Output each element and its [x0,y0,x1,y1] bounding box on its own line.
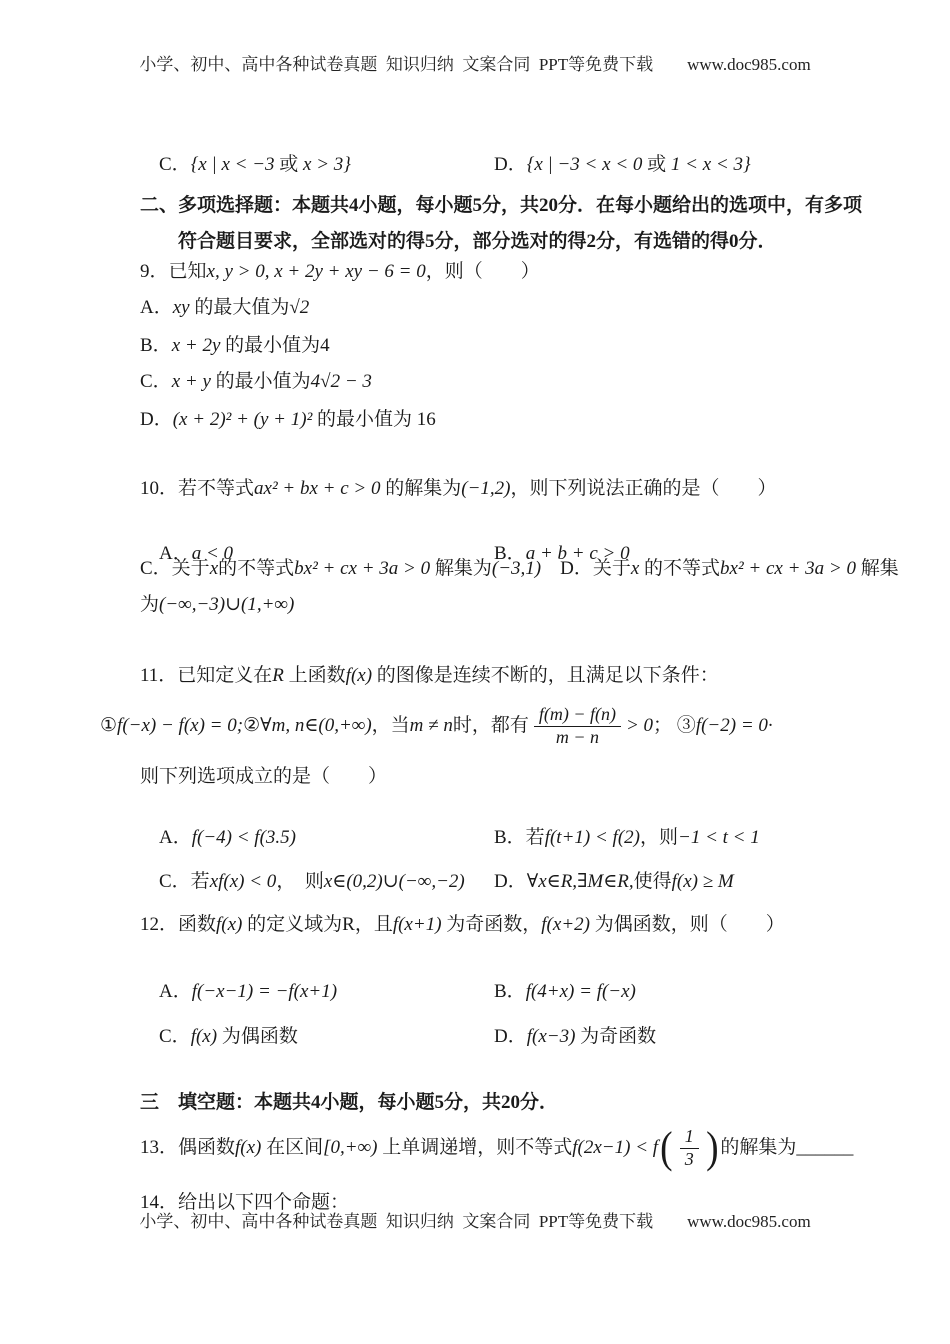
q8-option-d: D．{x | −3 < x < 0 或 1 < x < 3} [494,154,751,175]
q12-stem: 12．函数f(x) 的定义域为R，且f(x+1) 为奇函数，f(x+2) 为偶函数，则（ ） [140,914,785,935]
q11-options-cd-row [140,843,920,921]
q8-option-c: C．{x | x < −3 或 x > 3} [159,154,351,175]
q11-option-a: A．f(−4) < f(3.5) [159,827,296,848]
q12-option-b: B．f(4+x) = f(−x) [494,981,636,1002]
q13-stem: 13．偶函数 f(x) 在区间 [0,+∞) 上单调递增，则不等式 f(2x−1) < f ( $\frac{1}{3}$ ) 的解集为 ______ [140,1123,854,1173]
watermark-url-link[interactable]: www.doc985.com [687,55,811,74]
q11-stem: 11．已知定义在R 上函数f(x) 的图像是连续不断的，且满足以下条件： [140,665,719,686]
section2-heading-line1: 二、多项选择题：本题共4小题，每小题5分，共20分．在每小题给出的选项中，有多项 [140,195,863,216]
q11-conditions: ① f(−x) − f(x) = 0; ② ∀m, n∈(0,+∞) ，当 m ≠ n 时，都有 $\frac{f(m) - f(n)}{m - n}$ > 0 ； ③ f(−2) = 0· [100,704,773,747]
footer-watermark [0,1209,950,1235]
q11-option-c: C．若xf(x) < 0， 则x∈(0,2)∪(−∞,−2) [159,871,465,892]
watermark-text: 小学、初中、高中各种试卷真题 知识归纳 文案合同 PPT等免费下载 [139,55,654,74]
q10-option-b: B．a + b + c > 0 [494,543,630,564]
footer-watermark-text: 小学、初中、高中各种试卷真题 知识归纳 文案合同 PPT等免费下载 [139,1212,654,1231]
q11-option-d: D．∀x∈R,∃M∈R,使得f(x) ≥ M [494,871,734,892]
q11-ask: 则下列选项成立的是（ ） [140,766,388,787]
q12-option-d: D．f(x−3) 为奇函数 [494,1026,657,1047]
section3-heading: 三 填空题：本题共4小题，每小题5分，共20分． [140,1092,559,1113]
q12-option-a: A．f(−x−1) = −f(x+1) [159,981,338,1002]
q10-option-a: A．a < 0 [159,543,234,564]
q12-option-c: C．f(x) 为偶函数 [159,1026,298,1047]
header-watermark [0,52,950,78]
section2-heading-line2: 符合题目要求，全部选对的得5分，部分选对的得2分，有选错的得0分． [178,231,777,252]
q10-options-cd-line: C．关于x的不等式bx² + cx + 3a > 0 解集为(−3,1) D．关于x 的不等式bx² + cx + 3a > 0 解集 [140,558,899,579]
q11-option-b: B．若f(t+1) < f(2)，则−1 < t < 1 [494,827,760,848]
q9-option-d: D．(x + 2)² + (y + 1)² 的最小值为 16 [140,409,436,430]
q9-stem: 9．已知x, y > 0, x + 2y + xy − 6 = 0，则（ ） [140,261,540,282]
q9-option-c: C．x + y 的最小值为4√2 − 3 [140,371,372,392]
q14-stem: 14．给出以下四个命题： [140,1192,350,1213]
footer-watermark-url-link[interactable]: www.doc985.com [687,1212,811,1231]
q9-option-b: B．x + 2y 的最小值为4 [140,335,330,356]
q9-option-a: A．xy 的最大值为√2 [140,297,310,318]
q10-option-d-continuation: 为(−∞,−3)∪(1,+∞) [140,594,295,615]
q12-options-cd-row [140,998,900,1076]
q10-stem: 10．若不等式ax² + bx + c > 0 的解集为(−1,2)，则下列说法正确的是（ ） [140,478,777,499]
